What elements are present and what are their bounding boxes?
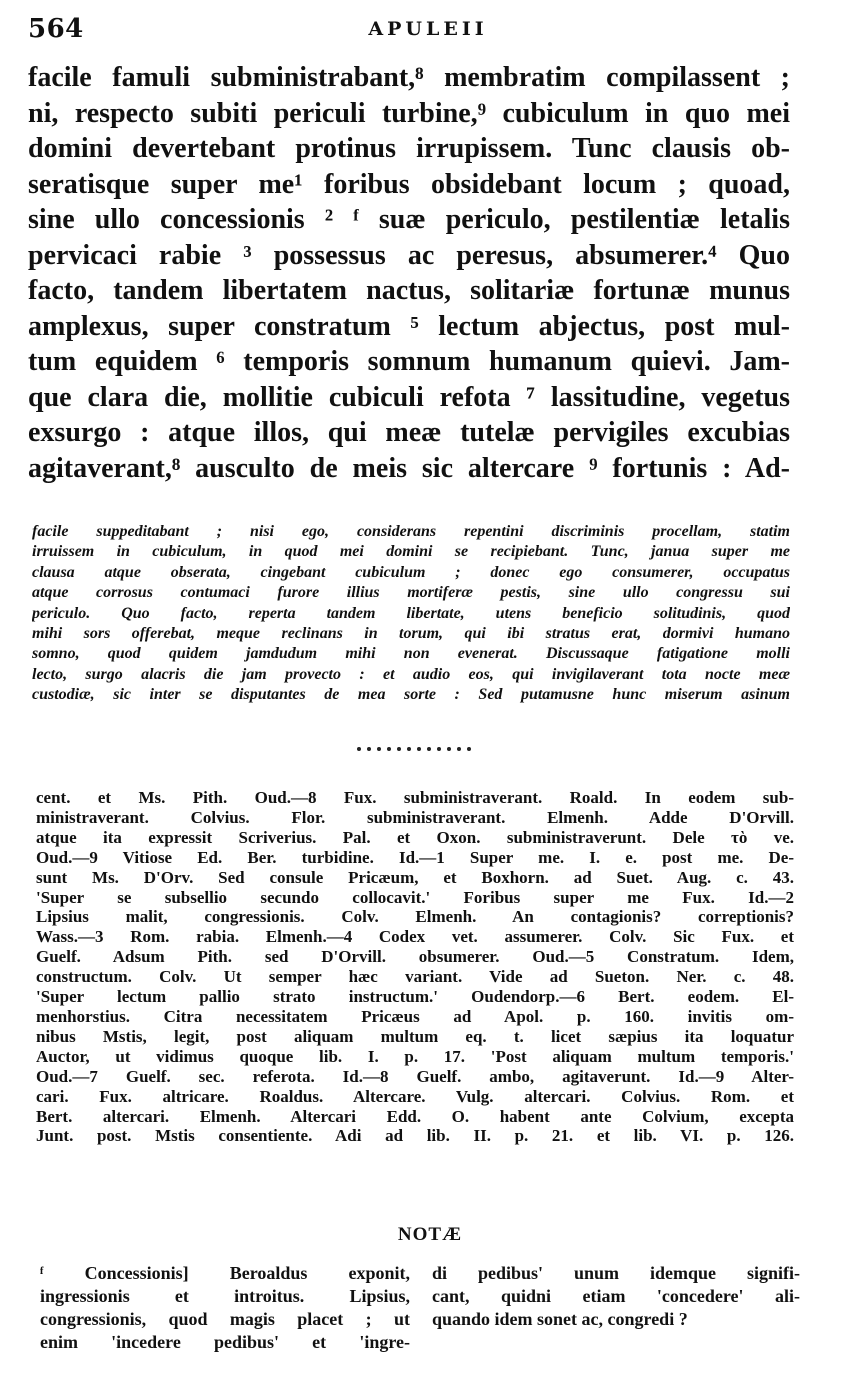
main-text-line: seratisque super me¹ foribus obsidebant locum ; quoad, xyxy=(28,168,790,200)
variant-line: menhorstius. Citra necessitatem Pricæus ad Apol. p. 160. invitis om- xyxy=(36,1006,794,1026)
main-text-line: tum equidem ⁶ temporis somnum humanum quievi. Jam- xyxy=(28,346,790,377)
main-text-line: agitaverant,⁸ ausculto de meis sic altercare ⁹ fortunis : Ad- xyxy=(28,452,790,484)
note-line: ingressionis et introitus. Lipsius, xyxy=(40,1286,410,1306)
main-text-line: domini devertebant protinus irrupissem. Tunc clausis ob- xyxy=(28,133,790,164)
note-line: enim 'incedere pedibus' et 'ingre- xyxy=(40,1332,410,1352)
interpretatio-line: irruissem in cubiculum, in quod mei domini se recipiebant. Tunc, janua super me xyxy=(32,543,790,561)
variant-line: atque ita expressit Scriverius. Pal. et Oxon. subministraverunt. Dele τὸ ve. xyxy=(36,827,794,847)
note-line: quando idem sonet ac, congredi ? xyxy=(432,1309,688,1329)
variant-line: Oud.—9 Vitiose Ed. Ber. turbidine. Id.—1 Super me. I. e. post me. De- xyxy=(36,847,794,867)
ornamental-divider xyxy=(355,744,475,754)
variant-line: Oud.—7 Guelf. sec. referota. Id.—8 Guelf. ambo, agitaverunt. Id.—9 Alter- xyxy=(36,1066,794,1086)
interpretatio-text xyxy=(32,522,790,706)
main-text-line: exsurgo : atque illos, qui meæ tutelæ pervigiles excubias xyxy=(28,417,790,448)
interpretatio-line: periculo. Quo facto, reperta tandem libertate, utens beneficio solitudinis, quod xyxy=(32,604,790,622)
page-number: 564 xyxy=(28,14,84,44)
main-latin-text xyxy=(28,60,790,486)
variant-line: Wass.—3 Rom. rabia. Elmenh.—4 Codex vet. assumerer. Colv. Sic Fux. et xyxy=(36,927,794,947)
variant-line: cent. et Ms. Pith. Oud.—8 Fux. subministraverant. Roald. In eodem sub- xyxy=(36,788,794,807)
notae-left-column xyxy=(40,1262,410,1354)
interpretatio-line: lecto, surgo alacris die jam provecto : et audio eos, qui invigilaverant tota nocte meæ xyxy=(32,665,790,683)
main-text-line: facile famuli subministrabant,⁸ membratim compilassent ; xyxy=(28,62,790,93)
interpretatio-line: atque corrosus contumaci furore illius mortiferæ pestis, sine ullo congressu sui xyxy=(32,584,790,602)
variant-line: ministraverant. Colvius. Flor. subministraverant. Elmenh. Adde D'Orvill. xyxy=(36,807,794,827)
variant-line: sunt Ms. D'Orv. Sed consule Pricæum, et Boxhorn. ad Suet. Aug. c. 43. xyxy=(36,867,794,887)
note-line: cant, quidni etiam 'concedere' ali- xyxy=(432,1286,800,1306)
variant-line: Lipsius malit, congressionis. Colv. Elmenh. An contagionis? correptionis? xyxy=(36,907,794,927)
page-header xyxy=(28,14,828,50)
main-text-line: ni, respecto subiti periculi turbine,⁹ cubiculum in quo mei xyxy=(28,97,790,129)
note-line: ᶠ Concessionis] Beroaldus exponit, xyxy=(40,1263,410,1283)
main-text-line: pervicaci rabie ³ possessus ac peresus, absumerer.⁴ Quo xyxy=(28,239,790,271)
interpretatio-line: facile suppeditabant ; nisi ego, considerans repentini discriminis procellam, statim xyxy=(32,523,790,540)
interpretatio-line: custodiæ, sic inter se disputantes de mea sorte : Sed putamusne hunc miserum asinum xyxy=(32,686,790,704)
note-line: di pedibus' unum idemque signifi- xyxy=(432,1263,800,1283)
variant-line: 'Super lectum pallio strato instructum.' Oudendorp.—6 Bert. eodem. El- xyxy=(36,987,794,1007)
variant-line: Junt. post. Mstis consentiente. Adi ad lib. II. p. 21. et lib. VI. p. 126. xyxy=(36,1126,794,1146)
interpretatio-line: mihi sors offerebat, meque reclinans in torum, qui ibi stratus erat, dormivi humano xyxy=(32,625,790,643)
interpretatio-line: clausa atque obserata, cingebant cubiculum ; donec ego consumerer, occupatus xyxy=(32,563,790,581)
note-line: congressionis, quod magis placet ; ut xyxy=(40,1309,410,1329)
variae-lectiones xyxy=(36,788,794,1146)
variant-line: constructum. Colv. Ut semper hæc variant. Vide ad Sueton. Ner. c. 48. xyxy=(36,967,794,987)
notae-heading: NOTÆ xyxy=(397,1224,463,1245)
variant-line: Bert. altercari. Elmenh. Altercari Edd. O. habent ante Colvium, excepta xyxy=(36,1106,794,1126)
main-text-line: sine ullo concessionis ² ᶠ suæ periculo, pestilentiæ letalis xyxy=(28,204,790,235)
variant-line: Auctor, ut vidimus quoque lib. I. p. 17. 'Post aliquam multum temporis.' xyxy=(36,1046,794,1066)
notae-right-column xyxy=(432,1262,800,1331)
interpretatio-line: somno, quod quidem jamdudum mihi non evenerat. Discussaque fatigatione molli xyxy=(32,645,790,663)
running-title: APULEII xyxy=(368,18,488,40)
variant-line: Guelf. Adsum Pith. sed D'Orvill. obsumerer. Oud.—5 Constratum. Idem, xyxy=(36,947,794,967)
variant-line: 'Super se subsellio secundo collocavit.' Foribus super me Fux. Id.—2 xyxy=(36,887,794,907)
main-text-line: que clara die, mollitie cubiculi refota ⁷ lassitudine, vegetus xyxy=(28,381,790,413)
variant-line: cari. Fux. altricare. Roaldus. Altercare. Vulg. altercari. Colvius. Rom. et xyxy=(36,1086,794,1106)
main-text-line: amplexus, super constratum ⁵ lectum abjectus, post mul- xyxy=(28,310,790,342)
main-text-line: facto, tandem libertatem nactus, solitariæ fortunæ munus xyxy=(28,275,790,306)
variant-line: nibus Mstis, legit, post aliquam multum eq. t. licet sæpius ita loquatur xyxy=(36,1026,794,1046)
